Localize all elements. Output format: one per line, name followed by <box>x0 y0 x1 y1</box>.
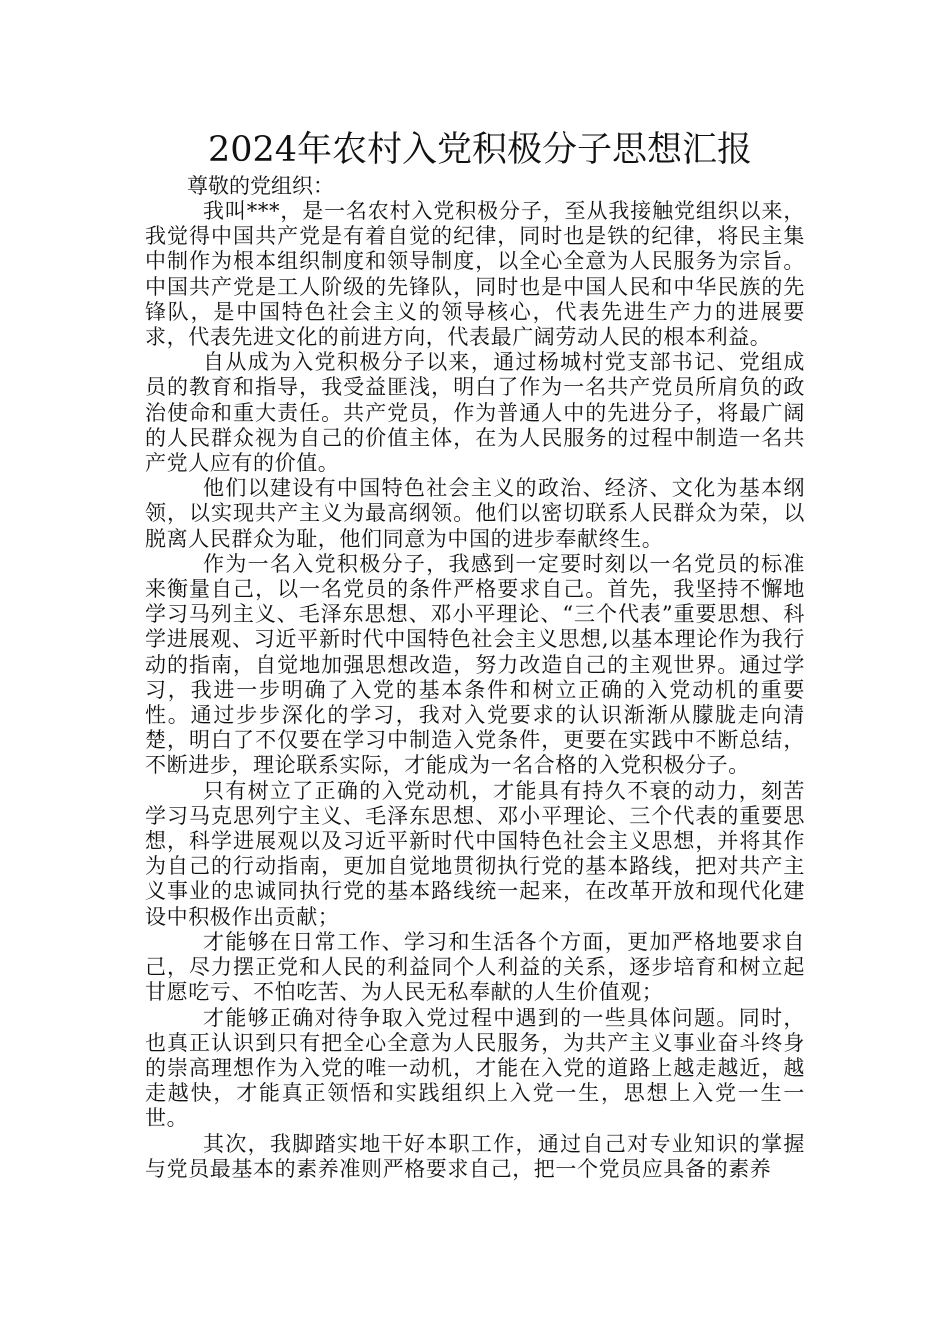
paragraph-3: 他们以建设有中国特色社会主义的政治、经济、文化为基本纲领，以实现共产主义为最高纲领。他们以密切联系人民群众为荣，以脱离人民群众为耻，他们同意为中国的进步奉献终生。 <box>145 476 805 551</box>
paragraph-4: 作为一名入党积极分子，我感到一定要时刻以一名党员的标准来衡量自己，以一名党员的条件严格要求自己。首先，我坚持不懈地学习马列主义、毛泽东思想、邓小平理论、“三个代表”重要思想、科学进展观、习近平新时代中国特色社会主义思想,以基本理论作为我行动的指南，自觉地加强思想改造，努力改造自己的主观世界。通过学习，我进一步明确了入党的基本条件和树立正确的入党动机的重要性。通过步步深化的学习，我对入党要求的认识渐渐从朦胧走向清楚，明白了不仅要在学习中制造入党条件，更要在实践中不断总结，不断进步，理论联系实际，才能成为一名合格的入党积极分子。 <box>145 551 805 778</box>
document-page <box>145 128 805 1182</box>
paragraph-5: 只有树立了正确的入党动机，才能具有持久不衰的动力，刻苦学习马克思列宁主义、毛泽东思想、邓小平理论、三个代表的重要思想，科学进展观以及习近平新时代中国特色社会主义思想，并将其作为自己的行动指南，更加自觉地贯彻执行党的基本路线，把对共产主义事业的忠诚同执行党的基本路线统一起来，在改革开放和现代化建设中积极作出贡献； <box>145 778 805 929</box>
document-title: 2024年农村入党积极分子思想汇报 <box>207 130 753 170</box>
paragraph-7: 才能够正确对待争取入党过程中遇到的一些具体问题。同时，也真正认识到只有把全心全意为人民服务，为共产主义事业奋斗终身的崇高理想作为入党的唯一动机，才能在入党的道路上越走越近，越走越快，才能真正领悟和实践组织上入党一生，思想上入党一生一世。 <box>145 1005 805 1131</box>
salutation: 尊敬的党组织： <box>187 174 334 198</box>
paragraph-6: 才能够在日常工作、学习和生活各个方面，更加严格地要求自己，尽力摆正党和人民的利益同个人利益的关系，逐步培育和树立起甘愿吃亏、不怕吃苦、为人民无私奉献的人生价值观； <box>145 929 805 1005</box>
paragraph-1: 我叫***，是一名农村入党积极分子，至从我接触党组织以来，我觉得中国共产党是有着自觉的纪律，同时也是铁的纪律，将民主集中制作为根本组织制度和领导制度，以全心全意为人民服务为宗旨。中国共产党是工人阶级的先锋队，同时也是中国人民和中华民族的先锋队，是中国特色社会主义的领导核心，代表先进生产力的进展要求，代表先进文化的前进方向，代表最广阔劳动人民的根本利益。 <box>145 199 805 350</box>
paragraph-2: 自从成为入党积极分子以来，通过杨城村党支部书记、党组成员的教育和指导，我受益匪浅，明白了作为一名共产党员所肩负的政治使命和重大责任。共产党员，作为普通人中的先进分子，将最广阔的人民群众视为自己的价值主体，在为人民服务的过程中制造一名共产党人应有的价值。 <box>145 350 805 476</box>
paragraph-8: 其次，我脚踏实地干好本职工作，通过自己对专业知识的掌握与党员最基本的素养准则严格要求自己，把一个党员应具备的素养 <box>145 1131 805 1181</box>
